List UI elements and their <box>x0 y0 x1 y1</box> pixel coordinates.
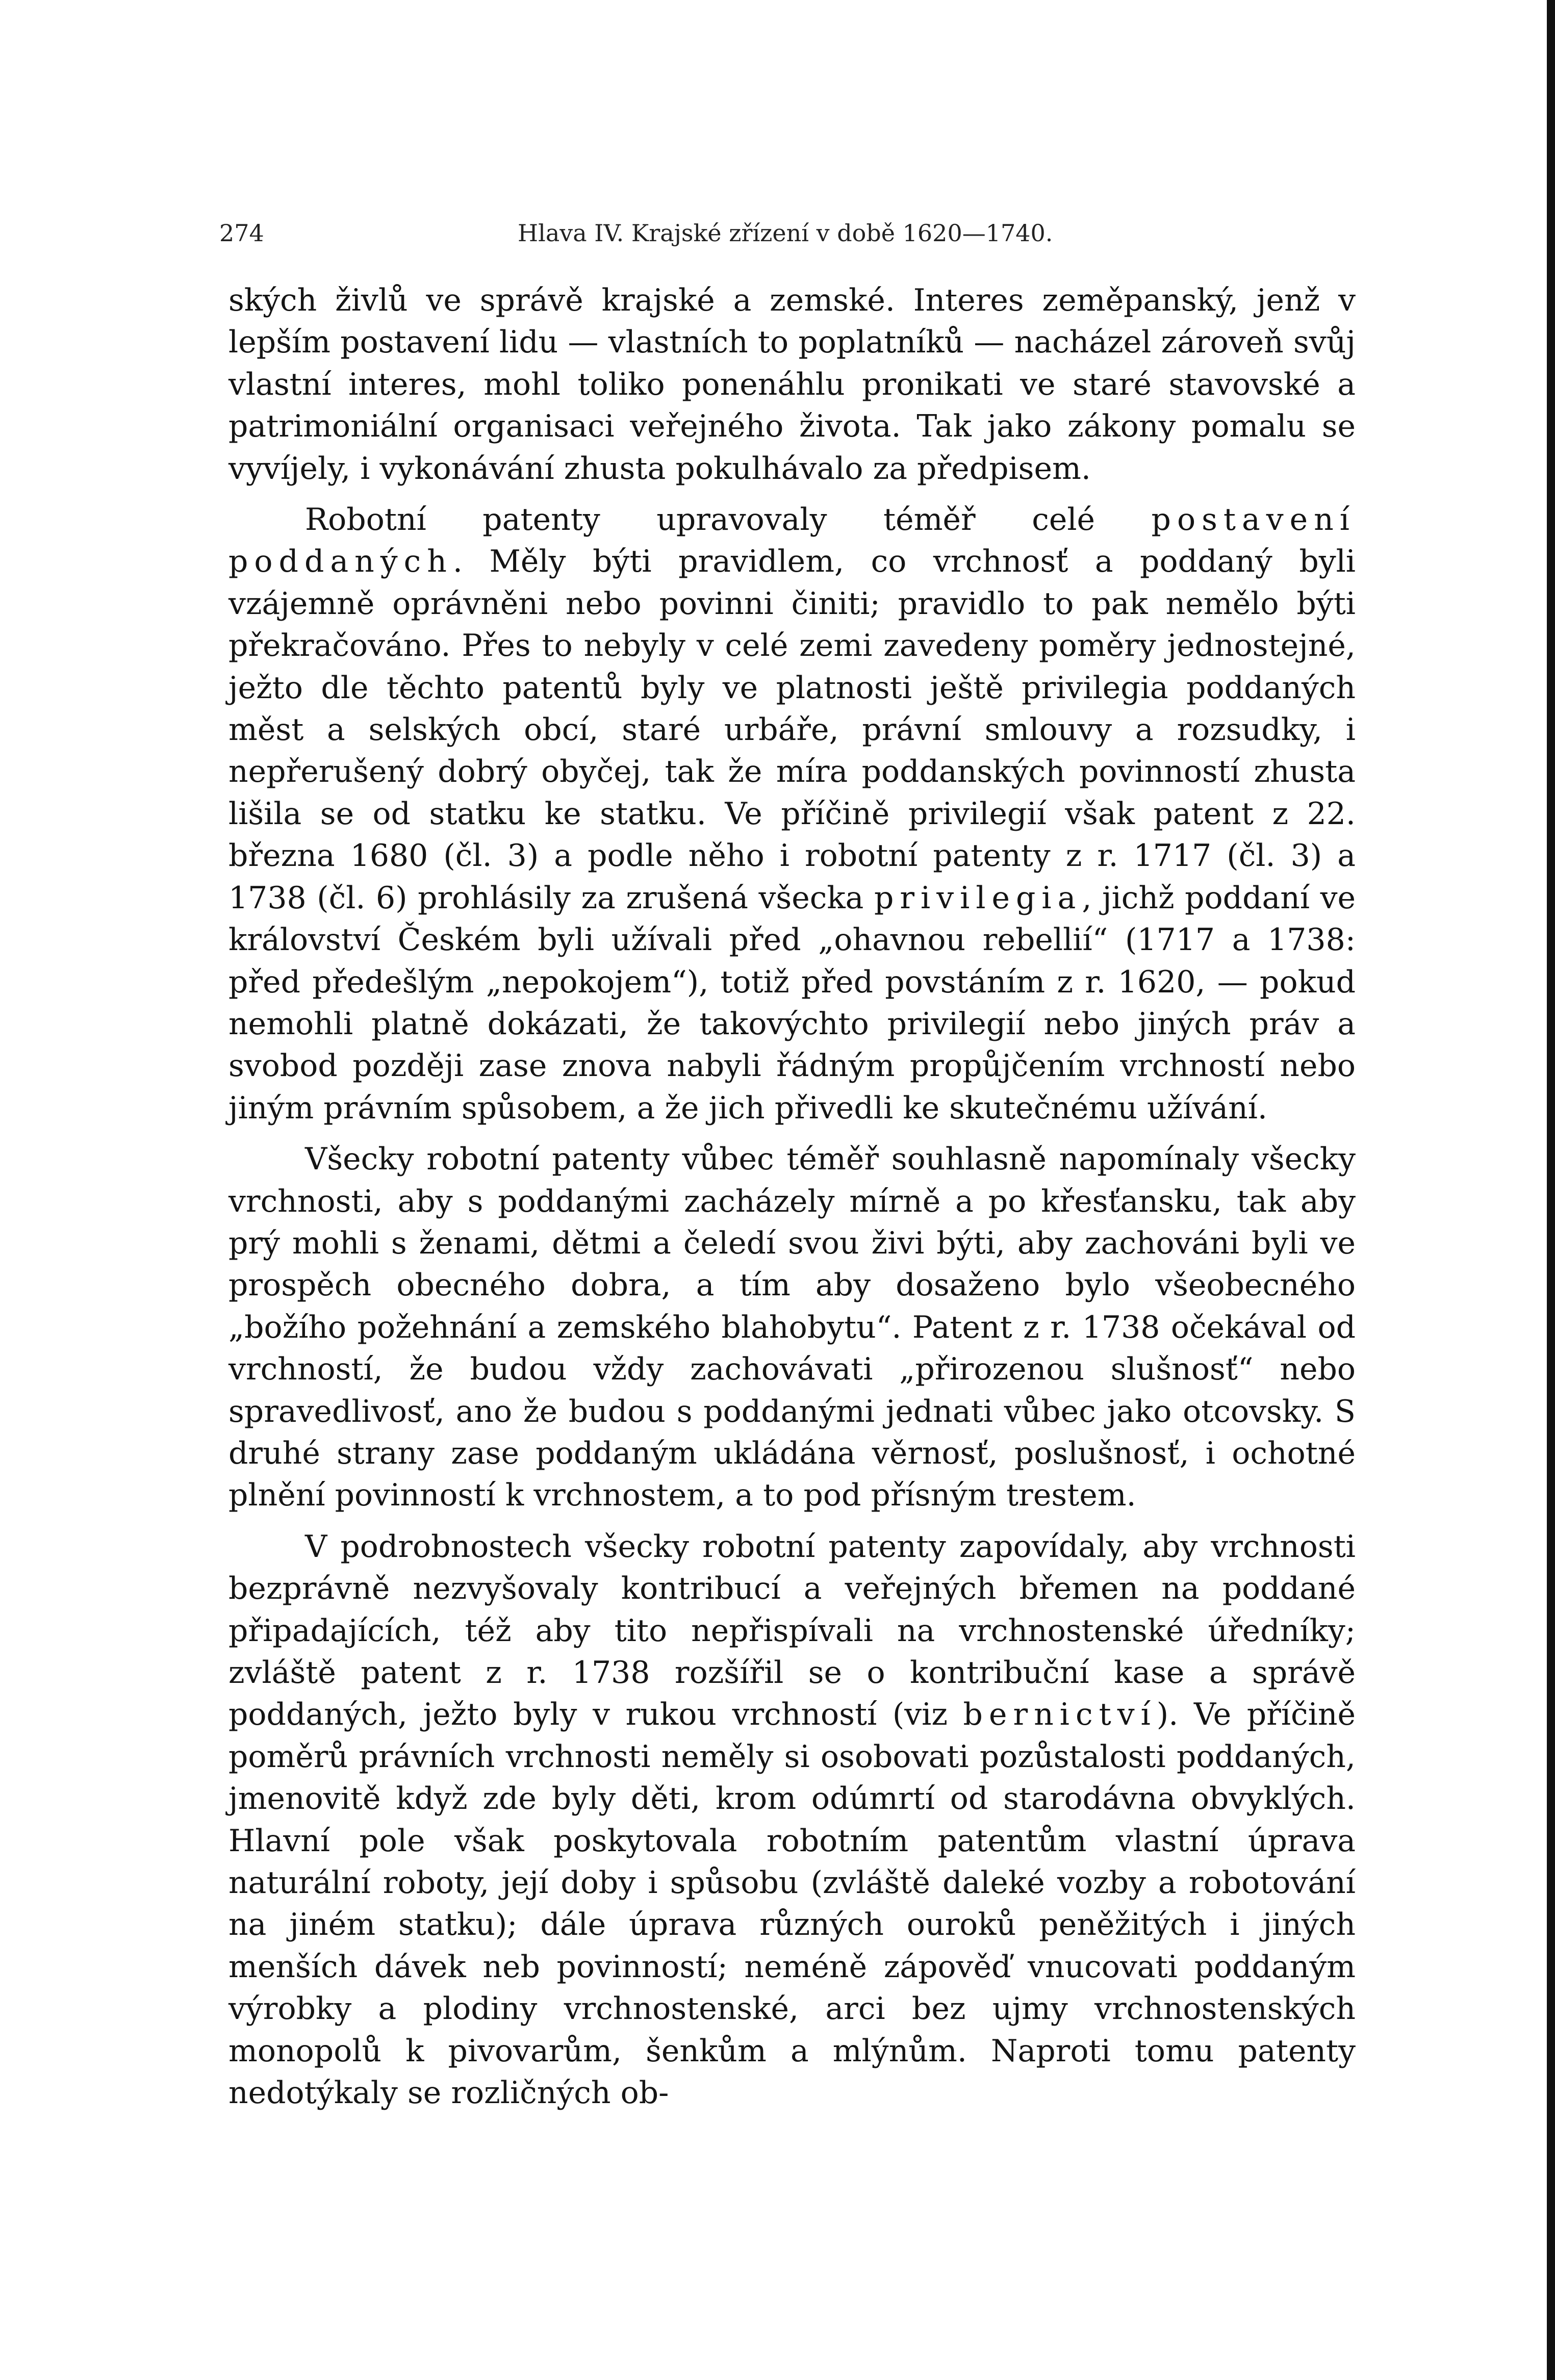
paragraph-1 <box>228 279 1356 490</box>
paragraph-3-text: Všecky robotní patenty vůbec téměř souhlasně napomínaly všecky vrchnosti, aby s poddanými zacházely mírně a po křesťansku, tak aby prý mohli s ženami, dětmi a čeledí svou živi býti, aby zachováni byli ve prospěch obecného dobra, a tím aby dosaženo bylo všeobecného „božího požehnání a zemského blahobytu“. Patent z r. 1738 očekával od vrchností, že budou vždy zachovávati „přirozenou slušnosť“ nebo spravedlivosť, ano že budou s poddanými jednati vůbec jako otcovsky. S druhé strany zase poddaným ukládána věrnosť, poslušnosť, i ochotné plnění povinností k vrchnostem, a to pod přísným trestem. <box>228 1141 1356 1514</box>
paragraph-2-text-c: , jichž poddaní ve království Českém byli užívali před „ohavnou rebellií“ (1717 a 1738: před předešlým „nepokojem“), totiž před povstáním z r. 1620, — pokud nemohli platně dokázati, že takovýchto privilegií nebo jiných práv a svobod později zase znova nabyli řádným propůjčením vrchností nebo jiným právním spůsobem, a že jich přivedli ke skutečnému užívání. <box>228 880 1356 1126</box>
paragraph-2-emphasis-privilegia: privilegia <box>874 880 1082 916</box>
scan-edge <box>1547 0 1555 2380</box>
paragraph-2-emphasis-postaveni: postavení poddaných <box>228 502 1356 580</box>
paragraph-2-text-b: . Měly býti pravidlem, co vrchnosť a poddaný byli vzájemně oprávněni nebo povinni činiti; pravidlo to pak nemělo býti překračováno. Přes to nebyly v celé zemi zavedeny poměry jednostejné, ježto dle těchto patentů byly ve platnosti ještě privilegia poddaných měst a selských obcí, staré urbáře, právní smlouvy a rozsudky, i nepřerušený dobrý obyčej, tak že míra poddanských povinností zhusta lišila se od statku ke statku. Ve příčině privilegií však patent z 22. března 1680 (čl. 3) a podle něho i robotní patenty z r. 1717 (čl. 3) a 1738 (čl. 6) prohlásily za zrušená všecka <box>228 544 1356 916</box>
paragraph-4 <box>228 1526 1356 2114</box>
paragraph-1-text: ských živlů ve správě krajské a zemské. Interes zeměpanský, jenž v lepším postavení lidu — vlastních to poplatníků — nacházel zároveň svůj vlastní interes, mohl toliko ponenáhlu pronikati ve staré stavovské a patrimoniální organisaci veřejného života. Tak jako zákony pomalu se vyvíjely, i vykonávání zhusta pokulhávalo za předpisem. <box>228 283 1356 487</box>
running-title: Hlava IV. Krajské zřízení v době 1620—1740. <box>518 219 1053 247</box>
paragraph-2 <box>228 499 1356 1129</box>
paragraph-4-emphasis-bernictvi: bernictví <box>963 1697 1157 1733</box>
paragraph-3 <box>228 1138 1356 1517</box>
page-number: 274 <box>219 219 264 247</box>
paragraph-4-text-a: V podrobnostech všecky robotní patenty zapovídaly, aby vrchnosti bezprávně nezvyšovaly kontribucí a veřejných břemen na poddané připadajících, též aby tito nepřispívali na vrchnostenské úředníky; zvláště patent z r. 1738 rozšířil se o kontribuční kase a správě poddaných, ježto byly v rukou vrchností (viz <box>228 1528 1356 1733</box>
paragraph-2-text-a: Robotní patenty upravovaly téměř celé <box>305 502 1152 538</box>
body-text <box>228 279 1356 2114</box>
running-head <box>219 219 1137 260</box>
paragraph-4-text-b: ). Ve příčině poměrů právních vrchnosti neměly si osobovati pozůstalosti poddaných, jmenovitě když zde byly děti, krom odúmrtí od starodávna obvyklých. Hlavní pole však poskytovala robotním patentům vlastní úprava naturální roboty, její doby i spůsobu (zvláště daleké vozby a robotování na jiném statku); dále úprava různých ouroků peněžitých i jiných menších dávek neb povinností; neméně zápověď vnucovati poddaným výrobky a plodiny vrchnostenské, arci bez ujmy vrchnostenských monopolů k pivovarům, šenkům a mlýnům. Naproti tomu patenty nedotýkaly se rozličných ob- <box>228 1697 1356 2111</box>
